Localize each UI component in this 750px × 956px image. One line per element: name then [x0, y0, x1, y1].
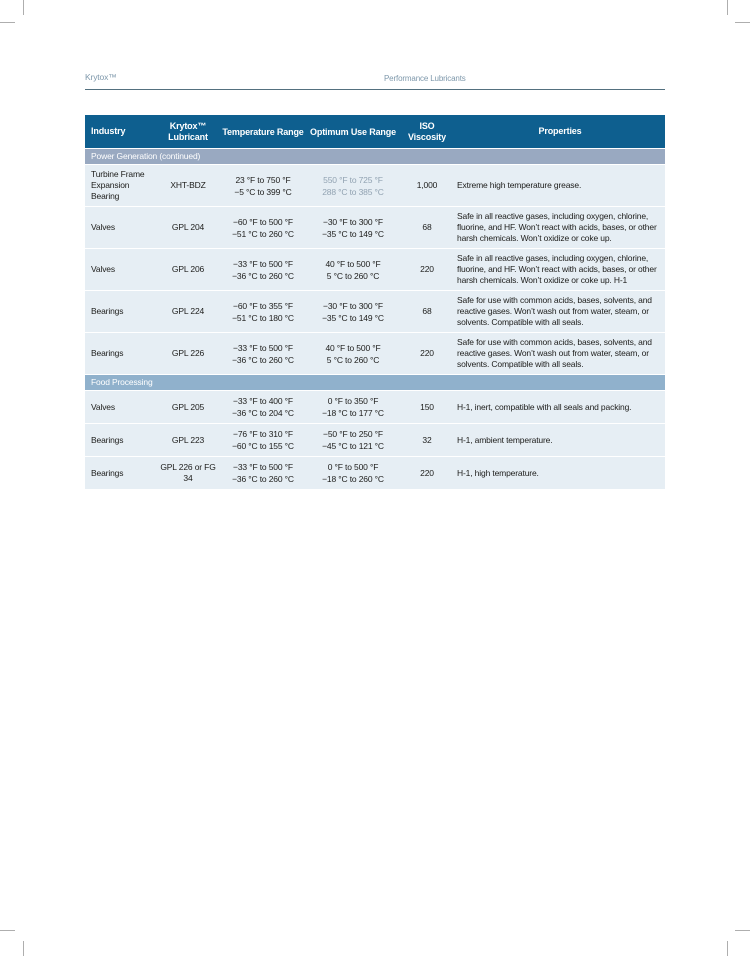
cell-industry: Bearings	[91, 467, 124, 478]
crop-mark-top-right-v	[727, 0, 728, 15]
table-row	[85, 457, 665, 489]
cell-lubricant: GPL 205	[171, 401, 205, 412]
cell-optimum-use-range	[307, 296, 399, 328]
table-row	[85, 424, 665, 456]
table-row	[85, 249, 665, 290]
cell-iso-viscosity: 220	[420, 264, 434, 274]
cell-properties: Extreme high temperature grease.	[457, 180, 582, 190]
cell-temperature-range	[219, 212, 307, 244]
cell-temperature-range	[219, 391, 307, 423]
crop-mark-bottom-right-v	[727, 941, 728, 956]
cell-iso-viscosity: 68	[422, 222, 432, 232]
cell-industry: Valves	[91, 222, 115, 232]
cell-properties: Safe in all reactive gases, including oxygen, chlorine, fluorine, and HF. Won’t react with acids, bases, or other harsh chemicals. Won’t oxidize or coke up. H-1	[457, 253, 657, 285]
cell-lubricant: GPL 204	[171, 222, 205, 232]
temp-c: −36 °C to 260 °C	[232, 270, 294, 281]
table-row	[85, 207, 665, 248]
temp-f: −33 °F to 400 °F	[233, 396, 293, 406]
opt-c: −45 °C to 121 °C	[322, 441, 384, 451]
table-header-row	[85, 115, 665, 148]
opt-f: 0 °F to 350 °F	[327, 396, 379, 406]
header-rule	[85, 89, 665, 90]
cell-optimum-use-range	[307, 170, 399, 202]
cell-optimum-use-range	[307, 212, 399, 244]
cell-industry: Bearings	[91, 306, 124, 316]
cell-iso-viscosity: 150	[420, 401, 434, 412]
opt-f: 40 °F to 500 °F	[325, 258, 381, 269]
opt-f: 40 °F to 500 °F	[325, 342, 381, 353]
cell-lubricant: GPL 226	[171, 348, 205, 358]
column-header-properties: Properties	[538, 126, 582, 136]
cell-temperature-range	[219, 254, 307, 286]
section-band-food-processing: Food Processing	[85, 375, 665, 390]
cell-temperature-range	[219, 424, 307, 456]
temp-c: −36 °C to 260 °C	[232, 354, 294, 365]
opt-c: −35 °C to 149 °C	[322, 312, 384, 323]
column-header-iso-viscosity: ISO Viscosity	[407, 120, 446, 142]
cell-iso-viscosity: 68	[422, 306, 432, 316]
cell-industry: Valves	[91, 401, 115, 412]
temp-f: 23 °F to 750 °F	[235, 174, 291, 185]
cell-industry: Bearings	[91, 348, 124, 358]
cell-properties: H-1, ambient temperature.	[457, 434, 553, 445]
column-header-temperature-range: Temperature Range	[222, 126, 304, 137]
cell-temperature-range	[219, 296, 307, 328]
cell-lubricant: GPL 223	[171, 434, 205, 445]
opt-c: −18 °C to 260 °C	[322, 474, 384, 484]
cell-lubricant: GPL 224	[171, 306, 205, 316]
cell-properties: H-1, high temperature.	[457, 467, 539, 478]
cell-properties: Safe for use with common acids, bases, solvents, and reactive gases. Won’t wash out from water, steam, or solvents. Compatible with all seals.	[457, 337, 652, 369]
opt-c: −18 °C to 177 °C	[322, 408, 384, 418]
column-header-optimum-use-range: Optimum Use Range	[310, 126, 396, 137]
cell-industry: Turbine Frame Expansion Bearing	[91, 169, 145, 201]
crop-mark-top-left-v	[23, 0, 24, 15]
section-band-power-generation: Power Generation (continued)	[85, 149, 665, 164]
column-header-lubricant: Krytox™ Lubricant	[168, 120, 208, 142]
cell-iso-viscosity: 220	[420, 348, 434, 358]
crop-mark-bottom-left-h	[0, 930, 15, 931]
opt-f: 0 °F to 500 °F	[327, 462, 379, 472]
cell-iso-viscosity: 1,000	[416, 180, 438, 190]
cell-temperature-range	[219, 457, 307, 489]
brand-label: Krytox™	[85, 72, 117, 82]
crop-mark-top-left-h	[0, 22, 15, 23]
cell-lubricant: XHT-BDZ	[170, 180, 206, 190]
opt-f: −50 °F to 250 °F	[323, 429, 383, 439]
temp-c: −51 °C to 260 °C	[232, 228, 294, 239]
opt-c: 5 °C to 260 °C	[326, 354, 380, 365]
opt-c: 5 °C to 260 °C	[326, 270, 380, 281]
temp-f: −76 °F to 310 °F	[233, 429, 293, 439]
opt-f: −30 °F to 300 °F	[323, 300, 383, 311]
crop-mark-bottom-left-v	[23, 941, 24, 956]
cell-properties: Safe in all reactive gases, including oxygen, chlorine, fluorine, and HF. Won’t react with acids, bases, or other harsh chemicals. Won’t oxidize or coke up.	[457, 211, 657, 243]
table-row	[85, 165, 665, 206]
cell-optimum-use-range	[307, 254, 399, 286]
opt-f: −30 °F to 300 °F	[323, 216, 383, 227]
temp-f: −33 °F to 500 °F	[233, 342, 293, 353]
lubricants-table	[85, 115, 665, 490]
temp-c: −36 °C to 260 °C	[232, 474, 294, 484]
cell-iso-viscosity: 220	[420, 467, 434, 478]
temp-f: −60 °F to 355 °F	[233, 300, 293, 311]
table-row	[85, 291, 665, 332]
crop-mark-top-right-h	[735, 22, 750, 23]
opt-c: 288 °C to 385 °C	[322, 186, 384, 197]
opt-f: 550 °F to 725 °F	[323, 174, 383, 185]
temp-c: −60 °C to 155 °C	[232, 441, 294, 451]
opt-c: −35 °C to 149 °C	[322, 228, 384, 239]
running-head-title: Performance Lubricants	[384, 74, 466, 83]
cell-properties: H-1, inert, compatible with all seals and packing.	[457, 401, 632, 412]
cell-lubricant: GPL 226 or FG 34	[160, 462, 216, 483]
cell-optimum-use-range	[307, 457, 399, 489]
cell-industry: Valves	[91, 264, 115, 274]
table-row	[85, 333, 665, 374]
cell-properties: Safe for use with common acids, bases, solvents, and reactive gases. Won’t wash out from water, steam, or solvents. Compatible with all seals.	[457, 295, 652, 327]
cell-temperature-range	[219, 338, 307, 370]
cell-lubricant: GPL 206	[171, 264, 205, 274]
crop-mark-bottom-right-h	[735, 930, 750, 931]
cell-industry: Bearings	[91, 434, 124, 445]
temp-f: −60 °F to 500 °F	[233, 216, 293, 227]
cell-optimum-use-range	[307, 424, 399, 456]
table-row	[85, 391, 665, 423]
cell-optimum-use-range	[307, 338, 399, 370]
temp-c: −51 °C to 180 °C	[232, 312, 294, 323]
cell-temperature-range	[219, 170, 307, 202]
cell-iso-viscosity: 32	[422, 434, 432, 445]
temp-f: −33 °F to 500 °F	[233, 462, 293, 472]
temp-c: −36 °C to 204 °C	[232, 408, 294, 418]
temp-f: −33 °F to 500 °F	[233, 258, 293, 269]
column-header-industry: Industry	[91, 126, 126, 136]
cell-optimum-use-range	[307, 391, 399, 423]
temp-c: −5 °C to 399 °C	[234, 186, 292, 197]
